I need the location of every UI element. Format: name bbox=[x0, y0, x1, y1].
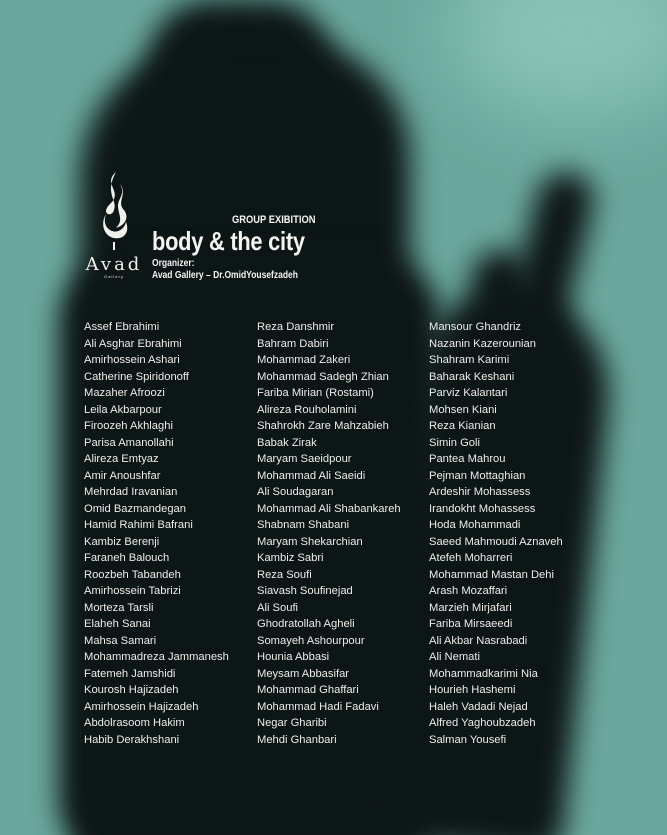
artist-name: Mehrdad Iravanian bbox=[84, 486, 178, 498]
artist-name: Mohammad Hadi Fadavi bbox=[257, 700, 379, 713]
artist-name: Pejman Mottaghian bbox=[429, 469, 526, 482]
artist-name: Maryam Shekarchian bbox=[257, 535, 363, 548]
organizer-label: Organizer: bbox=[152, 258, 195, 269]
artist-name: Amirhossein Ashari bbox=[84, 354, 180, 366]
artist-name: Mohammad Ali Saeidi bbox=[257, 469, 366, 482]
artist-name: Arash Mozaffari bbox=[429, 585, 508, 597]
exhibition-title: body & the city bbox=[152, 226, 305, 256]
artist-name: Mohsen Kiani bbox=[429, 403, 497, 416]
artist-name: Mohammad Ghaffari bbox=[257, 684, 359, 696]
artist-name: Leila Akbarpour bbox=[84, 403, 162, 416]
artist-name: Siavash Soufinejad bbox=[257, 585, 353, 597]
artist-name: Pantea Mahrou bbox=[429, 453, 506, 465]
artist-name: Assef Ebrahimi bbox=[84, 321, 160, 333]
artist-name: Shahrokh Zare Mahzabieh bbox=[257, 420, 389, 432]
artist-name: Reza Danshmir bbox=[257, 321, 335, 333]
artist-name: Parviz Kalantari bbox=[429, 387, 508, 399]
artist-name: Hourieh Hashemi bbox=[429, 684, 516, 696]
artist-name: Morteza Tarsli bbox=[84, 601, 154, 614]
artist-name: Bahram Dabiri bbox=[257, 337, 329, 350]
artist-name: Kambiz Berenji bbox=[84, 535, 160, 548]
exhibition-kicker: GROUP EXIBITION bbox=[232, 214, 316, 226]
artist-name: Alireza Emtyaz bbox=[84, 453, 159, 465]
artist-name: Hoda Mohammadi bbox=[429, 519, 521, 531]
artist-name: Fatemeh Jamshidi bbox=[84, 667, 176, 680]
artist-name: Ali Asghar Ebrahimi bbox=[84, 337, 182, 350]
artist-name: Kourosh Hajizadeh bbox=[84, 684, 179, 696]
artist-column-1 bbox=[84, 319, 229, 748]
artist-name: Irandokht Mohassess bbox=[429, 502, 536, 515]
artist-name: Elaheh Sanai bbox=[84, 618, 151, 630]
artist-name: Ali Soufi bbox=[257, 601, 299, 614]
artist-name: Nazanin Kazerounian bbox=[429, 337, 536, 350]
artist-name: Parisa Amanollahi bbox=[84, 436, 174, 449]
artist-name: Hounia Abbasi bbox=[257, 651, 330, 663]
artist-name: Kambiz Sabri bbox=[257, 552, 324, 564]
artist-name: Mansour Ghandriz bbox=[429, 321, 522, 333]
artist-name: Mahsa Samari bbox=[84, 634, 157, 647]
artist-name: Shahram Karimi bbox=[429, 354, 510, 366]
artist-name: Mohammadkarimi Nia bbox=[429, 667, 538, 680]
artist-name: Amir Anoushfar bbox=[84, 469, 161, 482]
artist-name: Faraneh Balouch bbox=[84, 552, 170, 564]
artist-name: Roozbeh Tabandeh bbox=[84, 568, 181, 581]
artist-name: Ali Soudagaran bbox=[257, 486, 334, 498]
artist-name: Ali Akbar Nasrabadi bbox=[429, 634, 528, 647]
artist-column-3 bbox=[429, 319, 563, 748]
artist-name: Ardeshir Mohassess bbox=[429, 486, 531, 498]
artist-name: Catherine Spiridonoff bbox=[84, 370, 189, 383]
artist-name: Saeed Mahmoudi Aznaveh bbox=[429, 535, 563, 548]
artist-name: Babak Zirak bbox=[257, 436, 317, 449]
artist-name: Haleh Vadadi Nejad bbox=[429, 700, 528, 713]
artist-name: Omid Bazmandegan bbox=[84, 502, 186, 515]
artist-name: Abdolrasoom Hakim bbox=[84, 717, 185, 729]
artist-name: Amirhossein Tabrizi bbox=[84, 585, 181, 597]
flame-logo-icon bbox=[94, 170, 134, 252]
artist-name: Mohammad Ali Shabankareh bbox=[257, 502, 401, 515]
artist-name: Baharak Keshani bbox=[429, 370, 515, 383]
artist-name: Maryam Saeidpour bbox=[257, 453, 352, 465]
artist-name: Hamid Rahimi Bafrani bbox=[84, 519, 193, 531]
artist-name: Fariba Mirian (Rostami) bbox=[257, 387, 374, 399]
artist-name: Alfred Yaghoubzadeh bbox=[429, 717, 536, 729]
organizer-value: Avad Gallery – Dr.OmidYousefzadeh bbox=[152, 270, 298, 281]
artist-name: Ghodratollah Agheli bbox=[257, 618, 355, 630]
artist-name: Salman Yousefi bbox=[429, 733, 507, 746]
artist-name: Mohammad Sadegh Zhian bbox=[257, 370, 389, 383]
artist-name: Mehdi Ghanbari bbox=[257, 733, 337, 746]
artist-name: Ali Nemati bbox=[429, 651, 480, 663]
artist-name: Fariba Mirsaeedi bbox=[429, 618, 513, 630]
artist-name: Mazaher Afroozi bbox=[84, 387, 165, 399]
artist-name: Atefeh Moharreri bbox=[429, 552, 513, 564]
artist-name: Amirhossein Hajizadeh bbox=[84, 700, 199, 713]
artist-name: Mohammad Mastan Dehi bbox=[429, 568, 554, 581]
logo-wordmark: Avad bbox=[85, 254, 143, 275]
artist-column-2 bbox=[257, 319, 401, 748]
artist-name: Somayeh Ashourpour bbox=[257, 634, 365, 647]
background-glow bbox=[447, 0, 667, 120]
artist-name: Mohammad Zakeri bbox=[257, 354, 351, 366]
artist-name: Simin Goli bbox=[429, 436, 480, 449]
artist-name: Negar Gharibi bbox=[257, 717, 327, 729]
logo-subtitle: Gallery bbox=[104, 274, 124, 279]
artist-name: Firoozeh Akhlaghi bbox=[84, 420, 173, 432]
artist-name: Habib Derakhshani bbox=[84, 733, 180, 746]
artist-name: Mohammadreza Jammanesh bbox=[84, 651, 229, 663]
artist-name: Marzieh Mirjafari bbox=[429, 601, 512, 614]
gallery-logo bbox=[84, 170, 144, 279]
artist-name: Meysam Abbasifar bbox=[257, 667, 350, 680]
artist-name: Shabnam Shabani bbox=[257, 519, 350, 531]
artist-name: Alireza Rouholamini bbox=[257, 403, 357, 416]
artist-name: Reza Kianian bbox=[429, 420, 496, 432]
artist-name: Reza Soufi bbox=[257, 568, 312, 581]
